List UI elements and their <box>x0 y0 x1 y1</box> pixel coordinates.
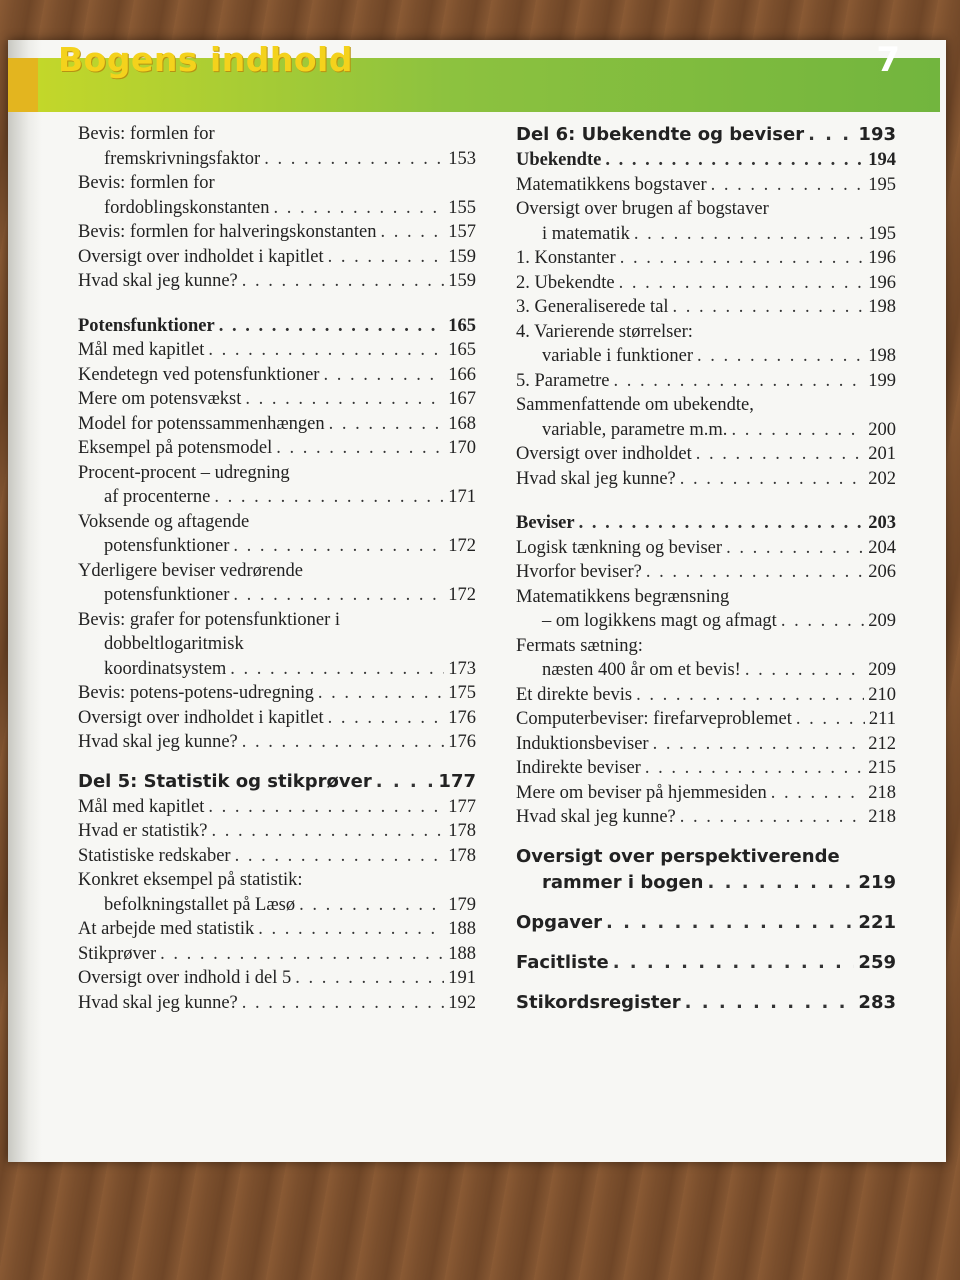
toc-entry <box>78 338 476 363</box>
toc-page-number: 165 <box>448 315 476 336</box>
toc-entry-title: Hvad skal jeg kunne? <box>516 468 676 489</box>
dot-leader <box>727 418 864 443</box>
toc-page-number: 204 <box>868 537 896 558</box>
toc-page-number: 155 <box>448 197 476 218</box>
toc-entry-title: potensfunktioner <box>104 536 230 556</box>
toc-page-number: 194 <box>868 150 896 170</box>
toc-entry-title: Logisk tænkning og beviser <box>516 537 723 558</box>
dot-leader <box>741 658 864 683</box>
toc-part-heading <box>78 769 476 795</box>
dot-leader <box>204 795 444 820</box>
toc-page-number: 201 <box>868 444 896 464</box>
toc-page-number: 188 <box>448 943 476 964</box>
dot-leader <box>324 245 445 270</box>
toc-entry-title: – om logikkens magt og afmagt <box>542 611 777 631</box>
toc-spacer <box>516 830 896 844</box>
toc-page-number: 218 <box>868 807 896 827</box>
toc-page-number: 259 <box>858 951 896 973</box>
toc-entry-title: Bevis: grafer for potensfunktioner i <box>78 609 341 630</box>
toc-page-number: 153 <box>448 148 476 169</box>
toc-entry <box>516 467 896 492</box>
toc-page-number: 209 <box>868 660 896 680</box>
toc-page-number: 175 <box>448 683 476 703</box>
dot-leader <box>630 222 864 247</box>
toc-entry-title: Del 6: Ubekendte og beviser <box>516 124 805 145</box>
dot-leader <box>609 950 855 976</box>
dot-leader <box>241 387 444 412</box>
toc-entry <box>516 634 896 683</box>
toc-entry-title: Stikprøver <box>78 943 157 964</box>
toc-page-number: 215 <box>868 758 896 778</box>
toc-entry-title: dobbeltlogaritmisk <box>104 634 244 654</box>
toc-chapter-heading <box>78 314 476 339</box>
toc-entry-title: Sammenfattende om ubekendte, <box>516 395 754 415</box>
toc-entry <box>516 683 896 708</box>
toc-entry-title: Konkret eksempel på statistik: <box>78 870 303 890</box>
toc-entry <box>516 295 896 320</box>
toc-page-number: 176 <box>448 707 476 728</box>
toc-page-number: 172 <box>448 536 476 556</box>
dot-leader <box>324 706 445 731</box>
toc-page-number: 212 <box>868 733 896 754</box>
dot-leader <box>632 683 864 708</box>
toc-entry-title: 5. Parametre <box>516 370 610 391</box>
toc-entry-title: variable, parametre m.m. <box>542 419 728 440</box>
toc-right-column <box>516 122 896 1016</box>
dot-leader <box>215 314 445 339</box>
toc-entry <box>516 271 896 296</box>
toc-page-number: 196 <box>868 248 896 268</box>
toc-entry-title: 1. Konstanter <box>516 248 616 268</box>
dot-leader <box>693 344 864 369</box>
toc-entry-title: fremskrivningsfaktor <box>104 148 261 169</box>
toc-page-number: 177 <box>438 770 476 792</box>
dot-leader <box>269 196 444 221</box>
toc-page-number: 198 <box>868 297 896 317</box>
toc-part-heading <box>516 950 896 976</box>
toc-entry-title: Hvad skal jeg kunne? <box>78 732 238 752</box>
toc-entry-title: Stikordsregister <box>516 991 681 1013</box>
toc-spacer <box>78 755 476 769</box>
dot-leader <box>229 583 444 608</box>
toc-entry-title: Bevis: formlen for <box>78 124 215 144</box>
dot-leader <box>602 910 854 936</box>
dot-leader <box>207 819 444 844</box>
toc-entry <box>516 560 896 585</box>
toc-page-number: 179 <box>448 894 476 915</box>
toc-page-number: 211 <box>868 709 896 729</box>
toc-entry-title: Procent-procent – udregning <box>78 462 290 483</box>
toc-entry <box>78 245 476 270</box>
toc-entry <box>78 510 476 559</box>
dot-leader <box>676 467 864 492</box>
toc-entry <box>78 730 476 755</box>
toc-entry-title: Hvad skal jeg kunne? <box>78 271 238 291</box>
toc-page-number: 172 <box>448 585 476 605</box>
dot-leader <box>575 511 865 536</box>
toc-entry-title: Matematikkens bogstaver <box>516 174 707 195</box>
toc-page-number: 178 <box>448 845 476 866</box>
toc-entry-title: variable i funktioner <box>542 346 694 366</box>
toc-entry <box>516 173 896 198</box>
toc-entry <box>516 707 896 732</box>
dot-leader <box>703 870 854 896</box>
toc-part-heading <box>516 122 896 148</box>
toc-entry-title: fordoblingskonstanten <box>104 197 270 218</box>
toc-entry-title: rammer i bogen <box>542 871 704 893</box>
dot-leader <box>777 609 864 634</box>
toc-entry-title: Voksende og aftagende <box>78 511 250 532</box>
toc-entry-title: Mere om potensvækst <box>78 389 242 409</box>
dot-leader <box>767 781 865 806</box>
toc-page-number: 195 <box>868 223 896 244</box>
dot-leader <box>722 536 864 561</box>
dot-leader <box>649 732 865 757</box>
toc-entry <box>78 706 476 731</box>
toc-page-number: 219 <box>858 871 896 893</box>
toc-entry <box>78 608 476 682</box>
toc-entry <box>78 363 476 388</box>
toc-entry-title: Hvad skal jeg kunne? <box>516 807 676 827</box>
toc-entry <box>516 442 896 467</box>
dot-leader <box>229 534 444 559</box>
toc-page-number: 191 <box>448 968 476 988</box>
dot-leader <box>676 805 864 830</box>
toc-spacer <box>516 491 896 511</box>
toc-page-number: 157 <box>448 222 476 242</box>
toc-entry <box>516 781 896 806</box>
toc-entry <box>78 122 476 171</box>
toc-entry <box>78 681 476 706</box>
toc-entry-title: i matematik <box>542 223 630 244</box>
toc-page-number: 202 <box>868 468 896 489</box>
toc-entry-title: Eksempel på potensmodel <box>78 438 273 458</box>
toc-entry-title: Del 5: Statistik og stikprøver <box>78 770 372 792</box>
dot-leader <box>325 412 445 437</box>
toc-page-number: 171 <box>448 487 476 507</box>
dot-leader <box>641 756 864 781</box>
dot-leader <box>692 442 865 467</box>
toc-entry <box>516 320 896 369</box>
toc-entry-title: Computerbeviser: firefarveproblemet <box>516 709 792 729</box>
dot-leader <box>804 122 854 148</box>
toc-page-number: 178 <box>448 821 476 841</box>
toc-entry <box>78 269 476 294</box>
toc-page-number: 200 <box>868 419 896 440</box>
dot-leader <box>238 991 444 1016</box>
toc-entry <box>78 942 476 967</box>
toc-entry <box>78 917 476 942</box>
toc-page-number: 203 <box>868 513 896 533</box>
toc-entry-title: Hvorfor beviser? <box>516 562 642 582</box>
toc-entry <box>78 171 476 220</box>
toc-entry-title: Statistiske redskaber <box>78 845 231 866</box>
toc-entry <box>516 585 896 634</box>
toc-spacer <box>516 976 896 990</box>
toc-entry <box>78 966 476 991</box>
toc-entry-title: af procenterne <box>104 487 211 507</box>
toc-page-number: 283 <box>858 991 896 1013</box>
toc-page-number: 159 <box>448 271 476 291</box>
toc-entry-title: Indirekte beviser <box>516 758 641 778</box>
toc-entry <box>78 795 476 820</box>
toc-entry-title: Facitliste <box>516 951 609 973</box>
dot-leader <box>681 990 855 1016</box>
toc-entry-title: Oversigt over indholdet i kapitlet <box>78 246 324 267</box>
toc-entry <box>78 461 476 510</box>
toc-left-column <box>78 122 476 1015</box>
toc-spacer <box>78 294 476 314</box>
toc-entry <box>78 559 476 608</box>
toc-entry-title: 4. Varierende størrelser: <box>516 321 693 342</box>
toc-entry-title: Yderligere beviser vedrørende <box>78 560 303 581</box>
toc-entry-title: Fermats sætning: <box>516 635 643 656</box>
toc-entry <box>516 369 896 394</box>
page-number: 7 <box>876 40 900 80</box>
dot-leader <box>272 436 444 461</box>
toc-page-number: 159 <box>448 246 476 267</box>
dot-leader <box>707 173 865 198</box>
toc-page-number: 196 <box>868 272 896 293</box>
dot-leader <box>314 681 444 706</box>
toc-entry <box>516 756 896 781</box>
toc-page-number: 177 <box>448 796 476 817</box>
toc-page-number: 166 <box>448 364 476 385</box>
toc-entry <box>78 387 476 412</box>
toc-page-number: 176 <box>448 732 476 752</box>
toc-entry-title: 2. Ubekendte <box>516 272 615 293</box>
toc-page-number: 210 <box>868 684 896 705</box>
toc-part-heading <box>516 990 896 1016</box>
toc-entry <box>516 732 896 757</box>
toc-entry-title: befolkningstallet på Læsø <box>104 894 296 915</box>
dot-leader <box>295 893 444 918</box>
toc-page-number: 221 <box>858 911 896 933</box>
dot-leader <box>319 363 444 388</box>
toc-entry <box>516 197 896 246</box>
toc-entry-title: Mål med kapitlet <box>78 796 205 817</box>
toc-page-number: 165 <box>448 340 476 360</box>
toc-entry-title: Hvad er statistik? <box>78 821 208 841</box>
dot-leader <box>238 269 444 294</box>
dot-leader <box>238 730 444 755</box>
toc-page-number: 209 <box>868 611 896 631</box>
toc-entry <box>78 220 476 245</box>
toc-entry <box>78 991 476 1016</box>
dot-leader <box>610 369 865 394</box>
dot-leader <box>156 942 444 967</box>
toc-entry-title: Mere om beviser på hjemmesiden <box>516 782 767 803</box>
toc-entry-title: Model for potenssammenhængen <box>78 413 325 434</box>
toc-entry-title: Kendetegn ved potensfunktioner <box>78 364 320 385</box>
toc-part-heading <box>516 844 896 896</box>
dot-leader <box>260 147 444 172</box>
dot-leader <box>204 338 444 363</box>
toc-entry-title: Oversigt over brugen af bogstaver <box>516 199 769 219</box>
dot-leader <box>615 271 865 296</box>
toc-page-number: 198 <box>868 346 896 366</box>
toc-page-number: 218 <box>868 782 896 803</box>
toc-entry <box>78 412 476 437</box>
toc-spacer <box>516 896 896 910</box>
toc-entry-title: koordinatsystem <box>104 658 227 679</box>
toc-entry-title: næsten 400 år om et bevis! <box>542 660 741 680</box>
toc-entry <box>516 246 896 271</box>
toc-page-number: 188 <box>448 919 476 939</box>
page-title: Bogens indhold <box>58 40 353 79</box>
toc-page-number: 199 <box>868 370 896 391</box>
toc-page-number: 195 <box>868 174 896 195</box>
toc-entry-title: 3. Generaliserede tal <box>516 297 669 317</box>
toc-entry-title: Bevis: potens-potens-udregning <box>78 683 314 703</box>
dot-leader <box>601 148 864 173</box>
toc-entry-title: Mål med kapitlet <box>78 340 205 360</box>
toc-entry-title: Bevis: formlen for <box>78 173 215 193</box>
toc-part-heading <box>516 910 896 936</box>
toc-entry-title: Oversigt over indhold i del 5 <box>78 968 292 988</box>
toc-page-number: 206 <box>868 562 896 582</box>
dot-leader <box>226 657 444 682</box>
dot-leader <box>792 707 865 732</box>
toc-entry-title: potensfunktioner <box>104 585 230 605</box>
toc-chapter-heading <box>516 148 896 173</box>
toc-entry-title: Oversigt over indholdet <box>516 444 692 464</box>
toc-chapter-heading <box>516 511 896 536</box>
dot-leader <box>616 246 865 271</box>
toc-page-number: 168 <box>448 413 476 434</box>
toc-entry-title: Induktionsbeviser <box>516 733 649 754</box>
toc-spacer <box>516 936 896 950</box>
toc-entry-title: Et direkte bevis <box>516 684 633 705</box>
toc-entry-title: Beviser <box>516 513 575 533</box>
toc-entry-title: At arbejde med statistik <box>78 919 255 939</box>
toc-entry-title: Bevis: formlen for halveringskonstanten <box>78 222 377 242</box>
toc-entry <box>78 436 476 461</box>
toc-entry-title: Ubekendte <box>516 150 602 170</box>
toc-page-number: 193 <box>858 124 896 145</box>
toc-entry <box>78 844 476 869</box>
dot-leader <box>210 485 444 510</box>
toc-entry-title: Opgaver <box>516 911 603 933</box>
dot-leader <box>642 560 864 585</box>
toc-entry-title: Potensfunktioner <box>78 315 215 336</box>
toc-entry <box>516 805 896 830</box>
dot-leader <box>231 844 445 869</box>
dot-leader <box>377 220 445 245</box>
dot-leader <box>291 966 444 991</box>
toc-page-number: 167 <box>448 389 476 409</box>
toc-entry <box>516 536 896 561</box>
toc-entry <box>516 393 896 442</box>
dot-leader <box>372 769 435 795</box>
toc-page-number: 192 <box>448 992 476 1013</box>
toc-page-number: 170 <box>448 438 476 458</box>
dot-leader <box>669 295 865 320</box>
toc-entry-title: Hvad skal jeg kunne? <box>78 992 238 1013</box>
toc-entry-title: Oversigt over indholdet i kapitlet <box>78 707 324 728</box>
page-spine-shadow <box>8 40 42 1162</box>
toc-entry <box>78 868 476 917</box>
toc-entry <box>78 819 476 844</box>
toc-entry-title: Oversigt over perspektiverende <box>516 845 840 867</box>
toc-entry-title: Matematikkens begrænsning <box>516 586 730 607</box>
toc-page-number: 173 <box>448 658 476 679</box>
dot-leader <box>254 917 444 942</box>
